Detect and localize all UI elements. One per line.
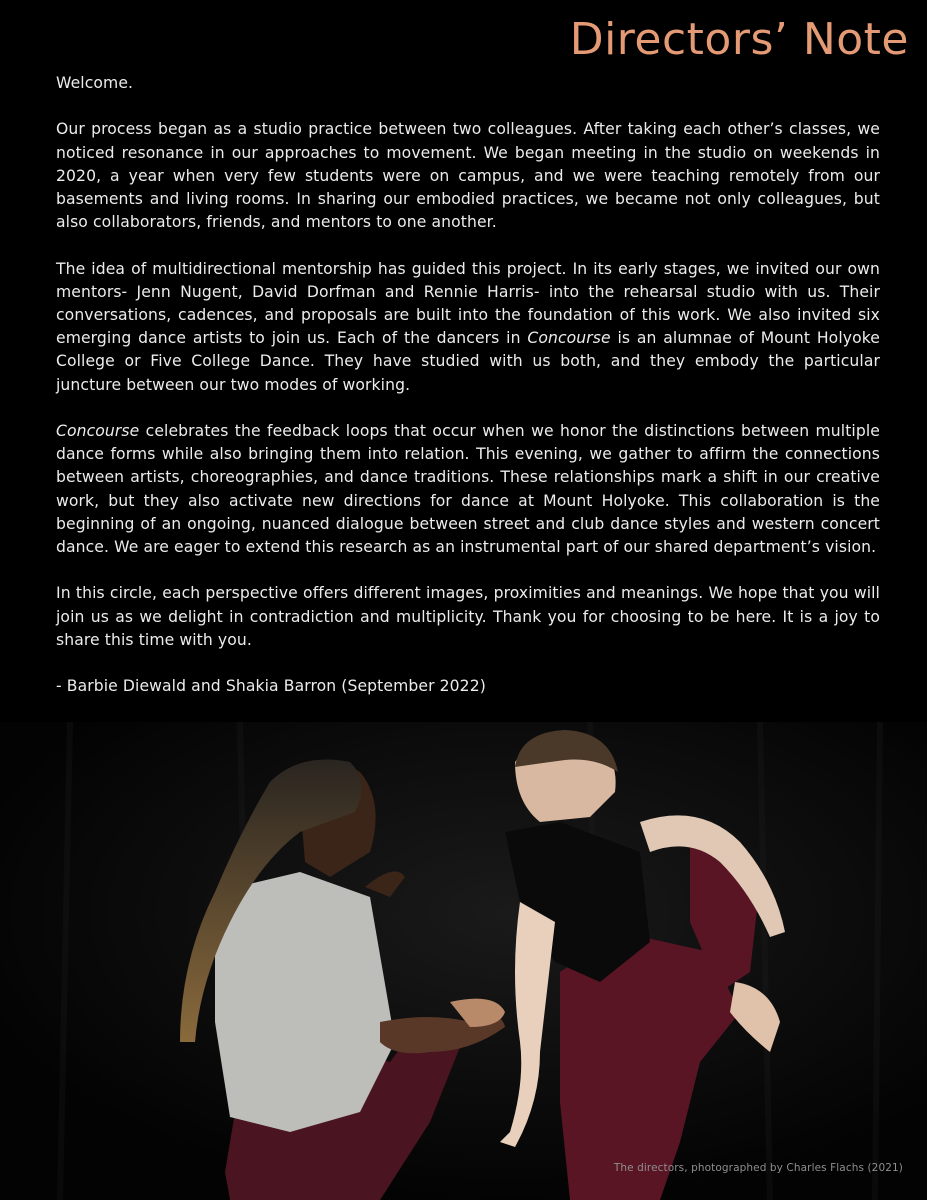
paragraph-mentorship [56, 258, 880, 397]
signature: - Barbie Diewald and Shakia Barron (September 2022) [56, 677, 486, 696]
paragraph-closing: In this circle, each perspective offers different images, proximities and meanings. We hope that you will join us as we delight in contradiction and multiplicity. Thank you for choosing to be here. It is a joy to share this time with you. [56, 584, 880, 649]
paragraph-text: The idea of multidirectional mentorship has guided this project. In its early stages, we invited our own mentors- Jenn Nugent, David Dorfman and Rennie Harris- into the rehearsal studio with us. Their conversations, cadences, and proposals are built into the foundation of this work. We also invited six emerging dance artists to join us. Each of the dancers in [56, 259, 880, 348]
paragraph-text: is an alumnae of Mount Holyoke College or Five College Dance. They have studied with us both, and they embody the particular juncture between our two modes of working. [56, 329, 880, 394]
paragraph-concourse [56, 420, 880, 559]
work-title: Concourse [527, 329, 611, 348]
directors-photo [0, 722, 927, 1200]
paragraph-text: celebrates the feedback loops that occur when we honor the distinctions between multiple dance forms while also bringing them into relation. This evening, we gather to affirm the connections between artists, choreographies, and dance traditions. These relationships mark a shift in our creative work, but they also activate new directions for dance at Mount Holyoke. This collaboration is the beginning of an ongoing, nuanced dialogue between street and club dance styles and western concert dance. We are eager to extend this research as an instrumental part of our shared department’s vision. [56, 422, 880, 557]
curtain-background [0, 722, 927, 1200]
photo-caption: The directors, photographed by Charles Flachs (2021) [613, 1162, 903, 1174]
directors-note-body [56, 72, 880, 722]
paragraph-process: Our process began as a studio practice between two colleagues. After taking each other’s classes, we noticed resonance in our approaches to movement. We began meeting in the studio on weekends in 2020, a year when very few students were on campus, and we were teaching remotely from our basements and living rooms. In sharing our embodied practices, we became not only colleagues, but also collaborators, friends, and mentors to one another. [56, 120, 880, 232]
greeting: Welcome. [56, 74, 134, 92]
page-title: Directors’ Note [569, 14, 909, 65]
work-title: Concourse [56, 422, 140, 440]
photo-illustration [0, 722, 927, 1200]
